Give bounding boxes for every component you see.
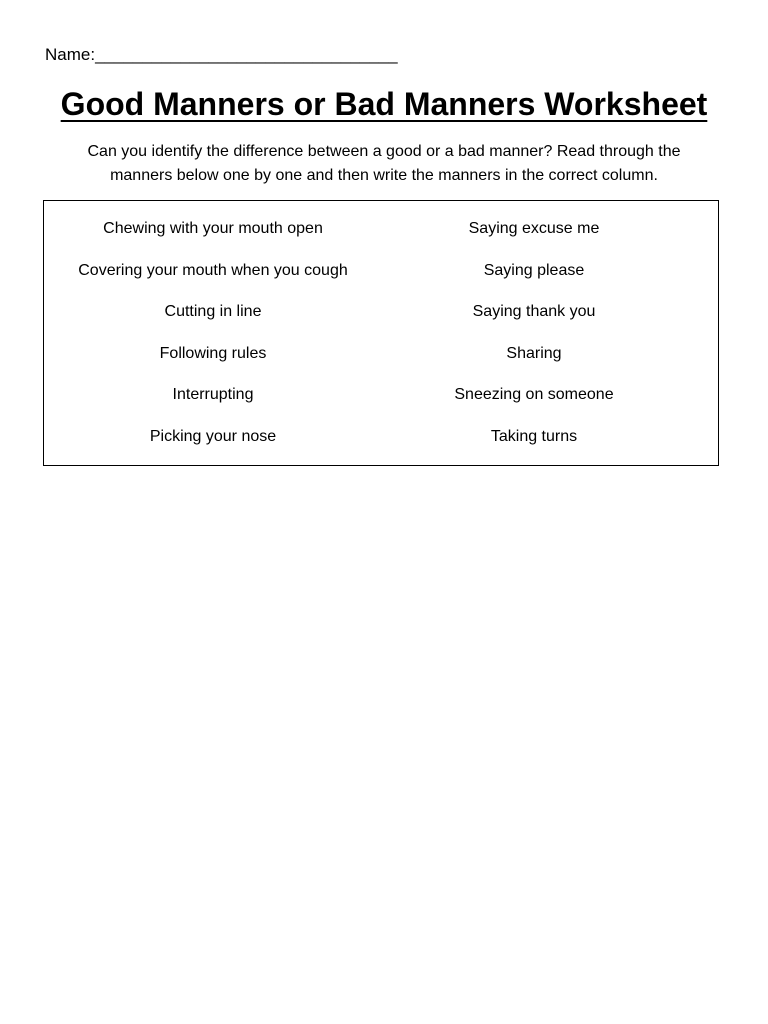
manner-item: Following rules — [159, 344, 267, 362]
manner-item: Taking turns — [490, 427, 578, 445]
manner-item: Chewing with your mouth open — [103, 220, 323, 237]
manner-item: Interrupting — [172, 386, 254, 403]
word-box-right-column — [359, 217, 709, 466]
manner-item: Covering your mouth when you cough — [78, 261, 348, 279]
name-blank-line[interactable]: ________________________________ — [95, 45, 398, 64]
manner-item: Picking your nose — [149, 427, 277, 445]
page-title: Good Manners or Bad Manners Worksheet — [60, 86, 708, 122]
instructions — [40, 140, 728, 188]
word-box-left-column — [44, 217, 382, 466]
manner-item: Saying please — [483, 261, 585, 279]
instructions-line-2: manners below one by one and then write the manners in the correct column. — [110, 167, 658, 184]
manners-word-box — [43, 200, 719, 466]
manner-item: Saying excuse me — [468, 220, 600, 237]
name-field[interactable] — [45, 45, 398, 65]
manner-item: Sharing — [506, 344, 562, 362]
manner-item: Saying thank you — [472, 303, 596, 320]
manner-item: Cutting in line — [164, 303, 262, 320]
instructions-line-1: Can you identify the difference between a good or a bad manner? Read through the — [87, 143, 681, 160]
name-label: Name: — [45, 45, 96, 64]
manner-item: Sneezing on someone — [454, 386, 614, 403]
